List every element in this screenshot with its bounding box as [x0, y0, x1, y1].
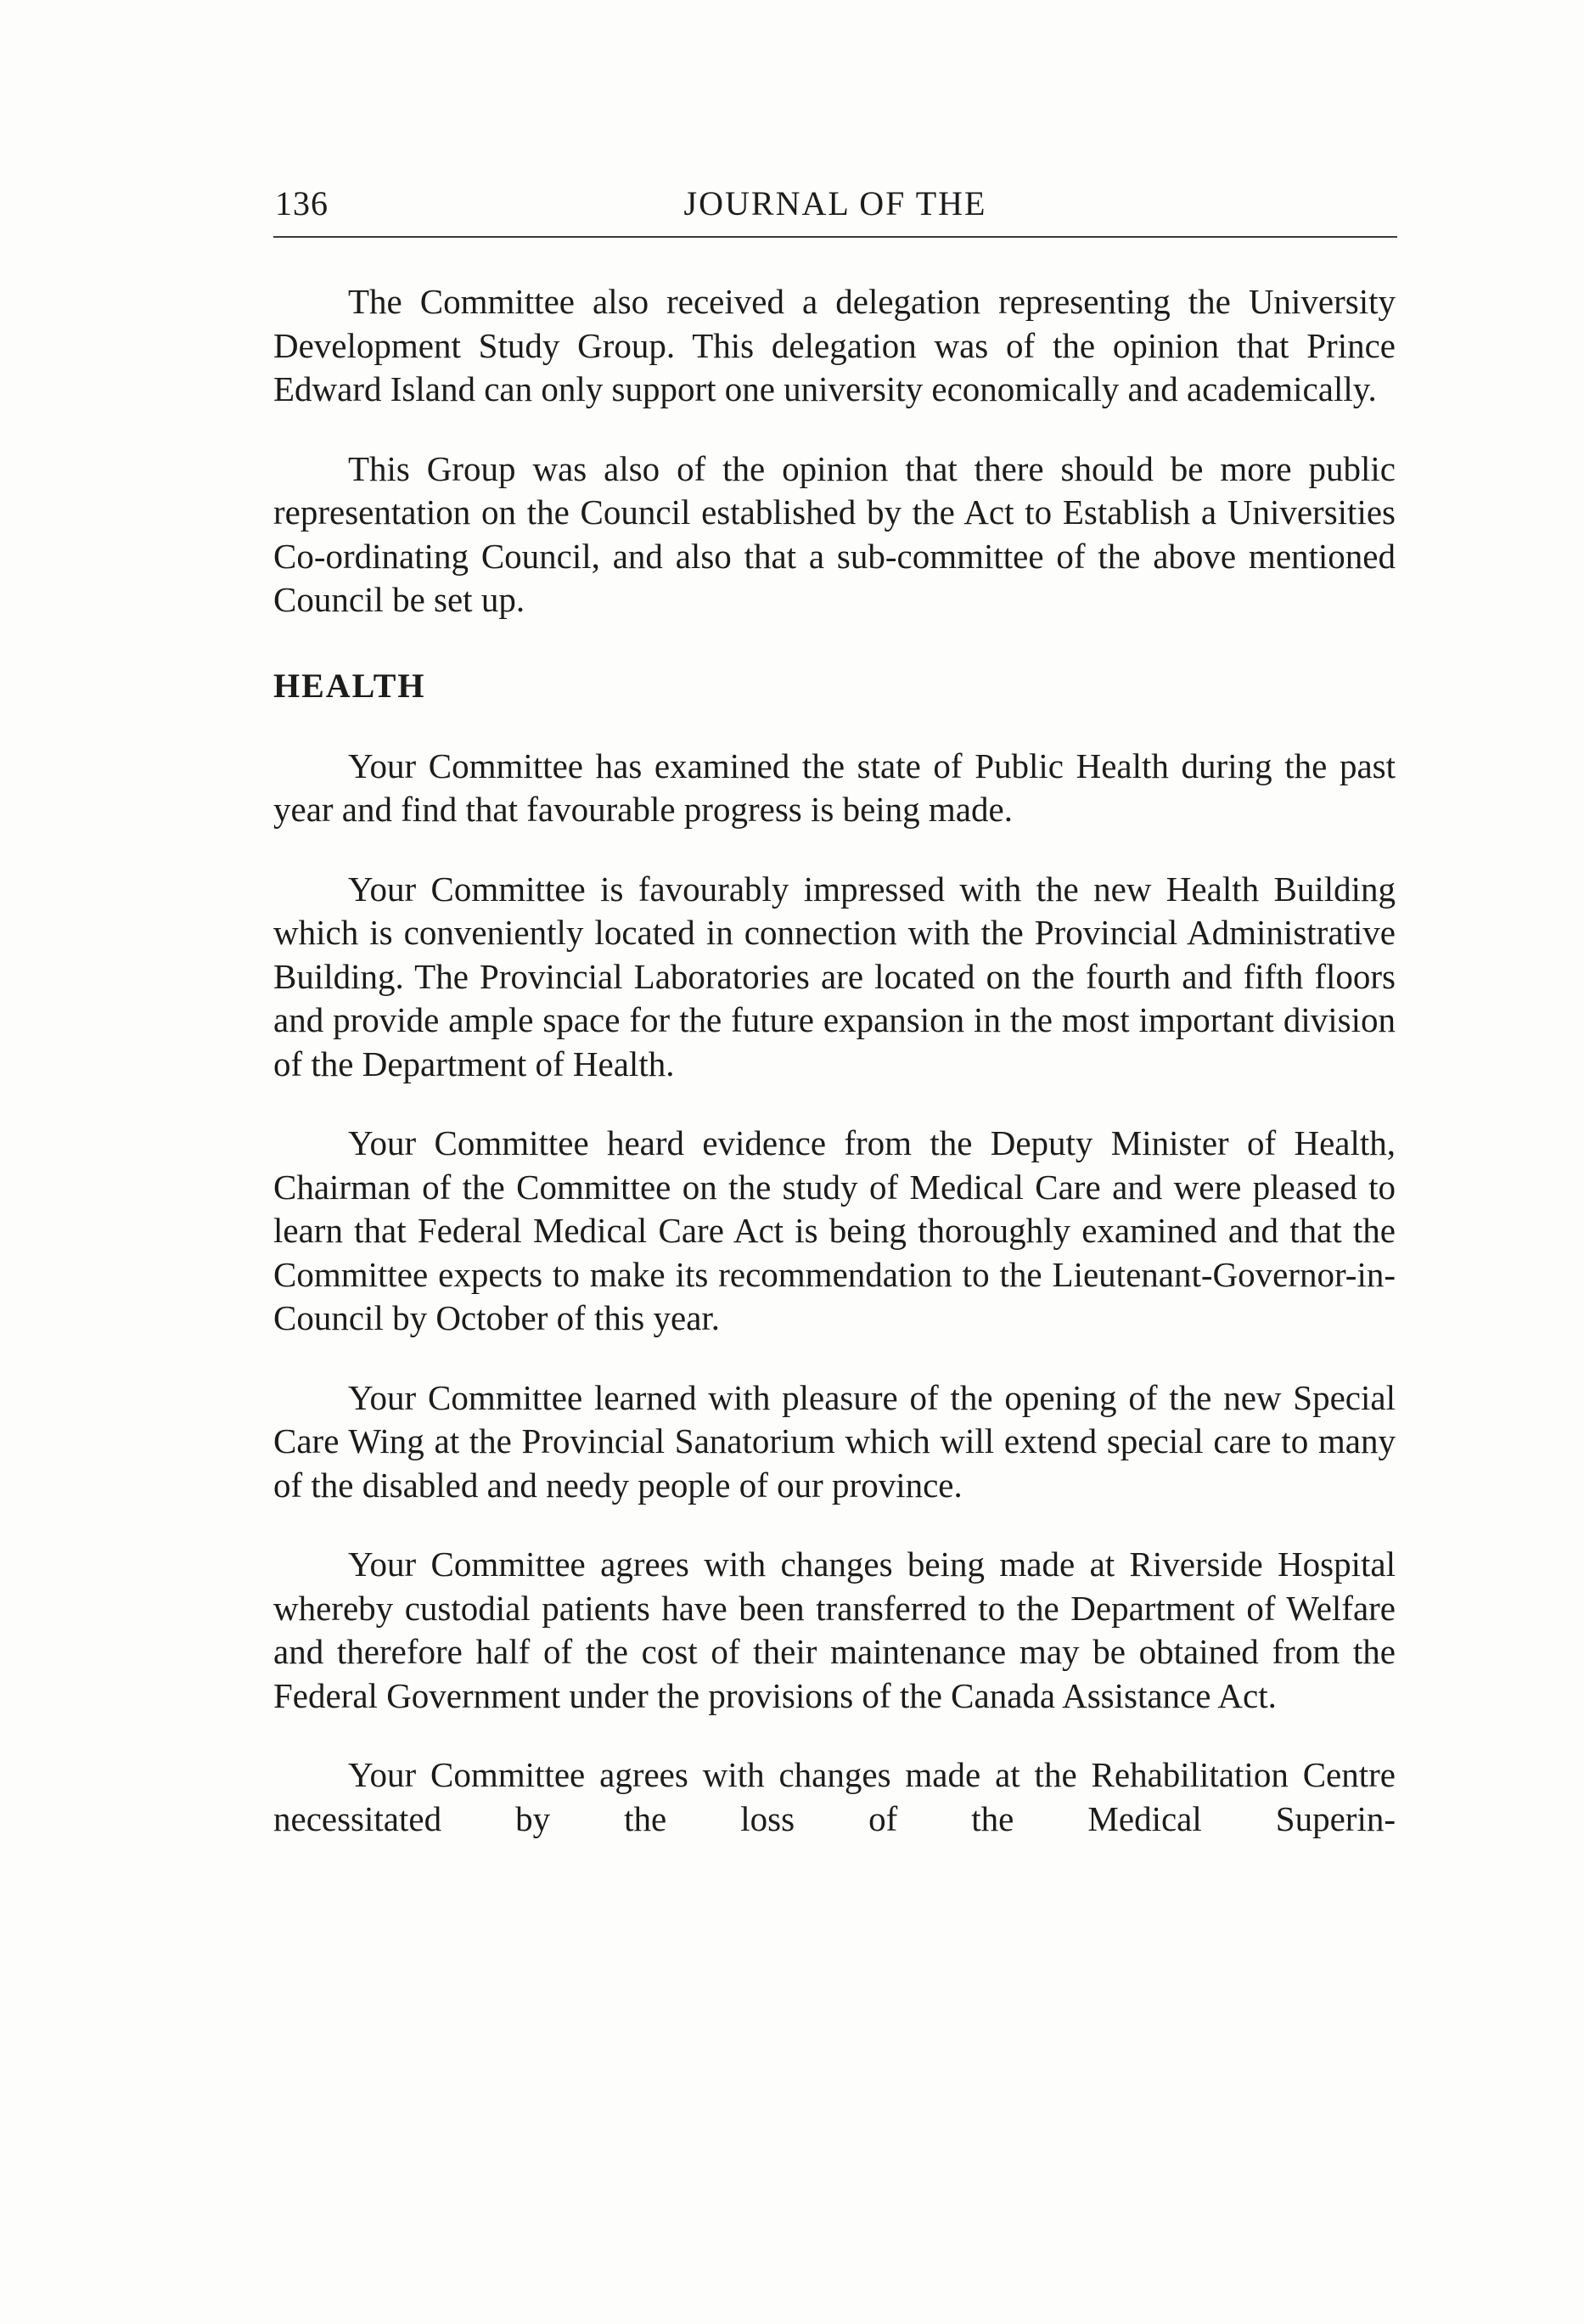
header-rule	[273, 236, 1397, 238]
paragraph-riverside-hospital: Your Committee agrees with changes being made at Riverside Hospital whereby custodial patients have been transferred to the Department of Welfare and therefore half of the cost of their maintenance may be obtained from the Federal Government under the provisions of the Canada Assistance Act.	[273, 1545, 1396, 1715]
running-head: JOURNAL OF THE	[683, 184, 987, 222]
paragraph-public-health: Your Committee has examined the state of Public Health during the past year and find that favourable progress is being made.	[273, 746, 1396, 829]
body-text	[273, 280, 1396, 1877]
paragraph-delegation: The Committee also received a delegation representing the University Development Study Group. This delegation was of the opinion that Prince Edward Island can only support one university economically and academically.	[273, 282, 1396, 408]
page-header	[272, 183, 1399, 231]
paragraph-group-opinion: This Group was also of the opinion that there should be more public representation on the Council established by the Act to Establish a Universities Co-ordinating Council, and also that a sub-committee of the above mentioned Council be set up.	[273, 448, 1396, 619]
paragraph-medical-care: Your Committee heard evidence from the Deputy Minister of Health, Chairman of the Committee on the study of Medical Care and were pleased to learn that Federal Medical Care Act is being thoroughly examined and that the Committee expects to make its recommendation to the Lieutenant-Governor-in-Council by October of this year.	[273, 1123, 1396, 1337]
paragraph-special-care-wing: Your Committee learned with pleasure of the opening of the new Special Care Wing at the Provincial Sanatorium which will extend special care to many of the disabled and needy people of our province.	[273, 1377, 1396, 1505]
paragraph-rehabilitation-centre: Your Committee agrees with changes made at the Rehabilitation Centre necessitated by the loss of the Medical Superin-	[273, 1755, 1396, 1838]
paragraph-health-building: Your Committee is favourably impressed with the new Health Building which is conveniently located in connection with the Provincial Administrative Building. The Provincial Laboratories are located on the fourth and fifth floors and provide ample space for the future expansion in the most important division of the Department of Health.	[273, 869, 1396, 1083]
page-number: 136	[275, 184, 329, 222]
section-heading-health: HEALTH	[273, 666, 426, 705]
